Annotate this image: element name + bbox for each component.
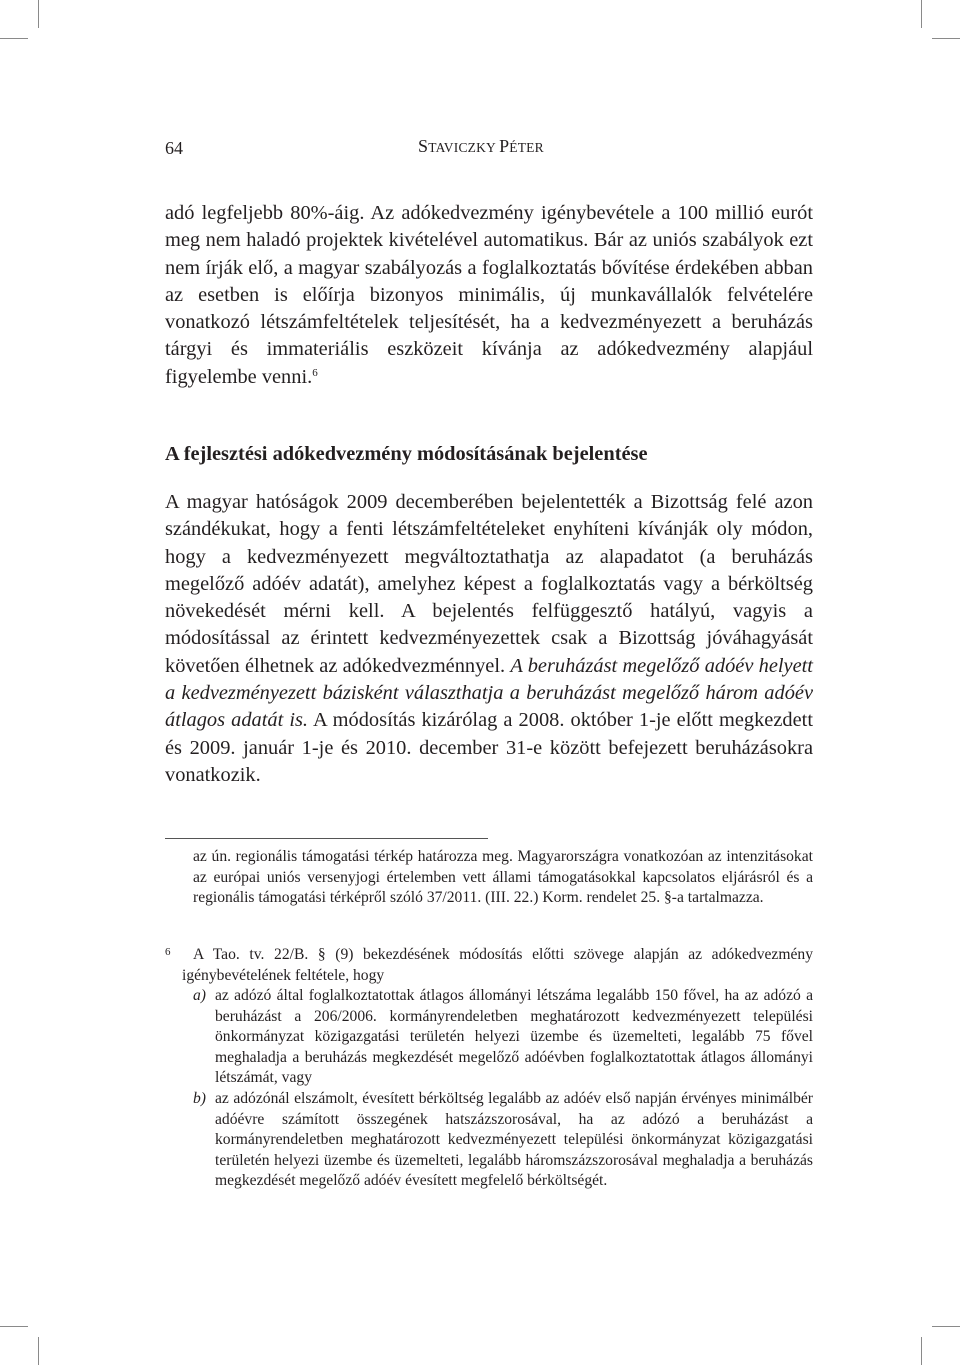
- footnote-6-item-b: az adózónál elszámolt, évesített bérköltség legalább az adóév első napján érvényes minimálbér adóévre számított összegének hatszázszorosával, ha az adózó a beruházást a kormányrendeletben meghatározott kedvezményezett települési önkormányzat közigazgatási területén helyezi üzembe és üzemelteti, legalább háromszázszorosával meghaladja a beruházás megkezdését megelőző adóév évesített megfelelő bérköltségét.: [215, 1090, 813, 1189]
- paragraph-2-start: A magyar hatóságok 2009 decemberében bejelentették a Bizottság felé azon szándékukat, hogy a fenti létszámfeltételeket enyhíteni kívánják oly módon, hogy a kedvezményezett megváltoztathatja az alapadatot (a beruházás megelőző adóév adatát), amelyhez képest a foglalkoztatás vagy a bérköltség növekedését mérni kell. A bejelentés felfüggesztő hatályú, vagyis a módosítással az érintett kedvezményezettek csak a Bizottság jóváhagyását követően élhetnek az adókedvezménnyel.: [165, 491, 813, 677]
- footnote-6-text: A Tao. tv. 22/B. § (9) bekezdésének módosítás előtti szövege alapján az adókedvezmény igénybevételének feltétele, hogy: [182, 946, 813, 984]
- author-initial-1: S: [418, 136, 429, 156]
- crop-mark-bottom-left-horizontal: [0, 1326, 28, 1327]
- paragraph-1: [165, 200, 813, 391]
- footnote-continuation: az ún. regionális támogatási térkép határozza meg. Magyarországra vonatkozóan az intenzitásokat az európai uniós versenyjogi értelemben vett állami támogatásokkal kapcsolatos eljárásról és a regionális támogatási térképről szóló 37/2011. (III. 22.) Korm. rendelet 25. §-a tartalmazza.: [193, 848, 813, 906]
- section-heading: A fejlesztési adókedvezmény módosításának bejelentése: [165, 443, 648, 465]
- author-initial-2: P: [499, 136, 510, 156]
- footnote-6-number: 6: [165, 946, 171, 958]
- paragraph-2-italic: A beruházást megelőző adóév helyett a kedvezményezett bázisként választhatja a beruházást megelőző három adóév átlagos adatát is.: [165, 654, 813, 732]
- footnote-separator: [165, 838, 488, 839]
- crop-mark-top-right: [921, 0, 922, 28]
- footnote-6-item-a-label: a): [193, 987, 206, 1004]
- crop-mark-bottom-right: [921, 1337, 922, 1365]
- crop-mark-bottom-left: [38, 1337, 39, 1365]
- paragraph-1-text: adó legfeljebb 80%-áig. Az adókedvezmény igénybevétele a 100 millió eurót meg nem haladó projektek kivételével automatikus. Bár az uniós szabályok ezt nem írják elő, a magyar szabályozás a foglalkoztatás bővítése érdekében abban az esetben is előírja bizonyos minimális, új munkavállalók felvételére vonatkozó létszámfeltételek teljesítését, ha a kedvezményezett a beruházás tárgyi és immateriális eszközeit kívánja az adókedvezmény alapjául figyelembe venni.: [165, 202, 813, 388]
- footnote-6-item-a: az adózó által foglalkoztatottak átlagos állományi létszáma legalább 150 fővel, ha az adózó a beruházást a 206/2006. kormányrendeletben meghatározott kedvezményezett települési önkormányzat közigazgatási területén helyezi üzembe és üzemelteti, legalább 75 fővel meghaladja a beruházás megkezdését megelőző adóévben foglalkoztatottak átlagos állományi létszámát, vagy: [215, 987, 813, 1086]
- paragraph-2-end: A módosítás kizárólag a 2008. október 1-je előtt megkezdett és 2009. január 1-je és 2010. december 31-e között befejezett beruházásokra vonatkozik.: [165, 709, 813, 786]
- page-number: 64: [165, 138, 183, 158]
- footnote-6-item-b-label: b): [193, 1090, 206, 1107]
- running-head-author: [418, 135, 544, 159]
- crop-mark-top-right-horizontal: [932, 38, 960, 39]
- crop-mark-bottom-right-horizontal: [932, 1326, 960, 1327]
- crop-mark-top-left: [38, 0, 39, 28]
- footnote-ref-6[interactable]: 6: [312, 366, 318, 379]
- author-rest-1: TAVICZKY: [428, 140, 500, 155]
- author-rest-2: ÉTER: [509, 140, 544, 155]
- paragraph-2: [165, 489, 813, 789]
- crop-mark-top-left-horizontal: [0, 38, 28, 39]
